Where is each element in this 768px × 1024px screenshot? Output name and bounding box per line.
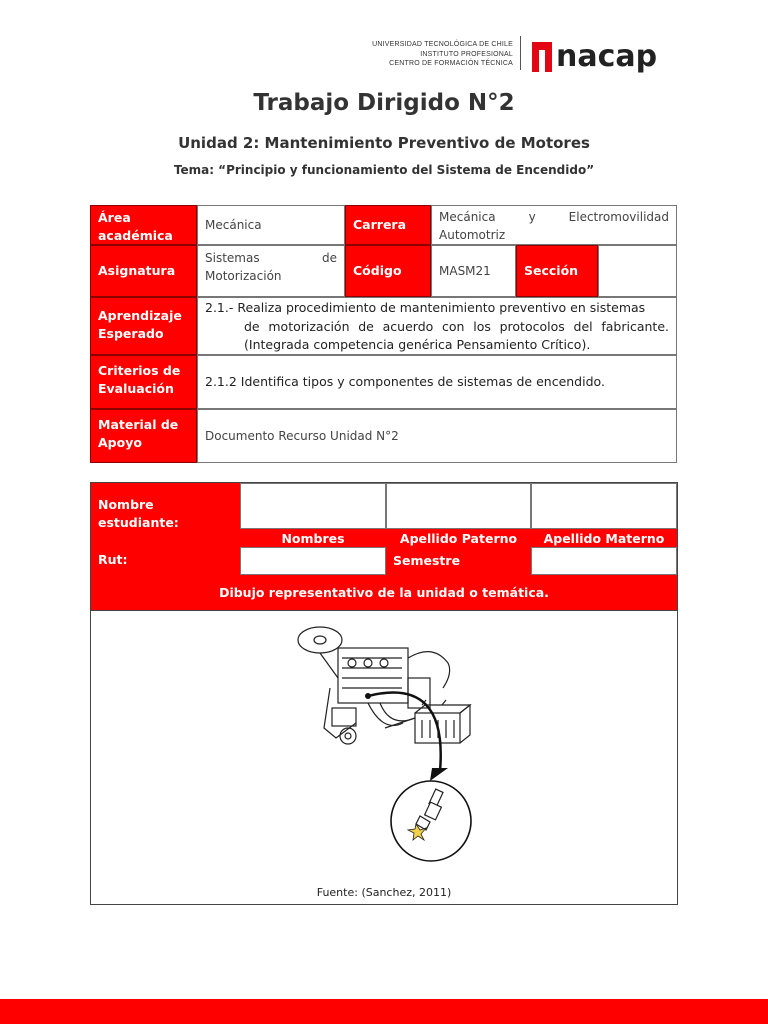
semestre-label: Semestre [386, 547, 531, 575]
theme-title: Tema: “Principio y funcionamiento del Sistema de Encendido” [173, 163, 595, 177]
codigo-label: Código [345, 245, 431, 297]
asignatura-value-text: Sistemas de Motorización [205, 251, 337, 283]
seccion-label: Sección [516, 245, 598, 297]
criterios-value: 2.1.2 Identifica tipos y componentes de sistemas de encendido. [197, 355, 677, 409]
asignatura-value [197, 245, 345, 297]
aprendizaje-line-3: (Integrada competencia genérica Pensamiento Crítico). [244, 337, 591, 352]
logo-mark-icon [532, 42, 552, 72]
seccion-value[interactable] [598, 245, 677, 297]
aprendizaje-line-1: 2.1.- Realiza procedimiento de mantenimiento preventivo en sistemas [205, 300, 646, 315]
area-value: Mecánica [197, 205, 345, 245]
institution-lines [372, 40, 513, 69]
semestre-input[interactable] [531, 547, 677, 575]
institution-line-1: UNIVERSIDAD TECNOLÓGICA DE CHILE [372, 41, 513, 48]
ignition-system-illustration [290, 618, 480, 868]
rut-label: Rut: [91, 547, 240, 575]
nombres-input[interactable] [240, 483, 386, 529]
logo-divider [520, 36, 521, 70]
criterios-label: Criterios de Evaluación [90, 355, 197, 409]
apellido-materno-input[interactable] [531, 483, 677, 529]
institution-line-2: INSTITUTO PROFESIONAL [420, 50, 513, 58]
nombres-header: Nombres [240, 529, 386, 547]
apellido-materno-header: Apellido Materno [531, 529, 677, 547]
institution-line-3: CENTRO DE FORMACIÓN TÉCNICA [389, 60, 513, 67]
inacap-logo [532, 38, 657, 76]
apellido-paterno-header: Apellido Paterno [386, 529, 531, 547]
unit-title: Unidad 2: Mantenimiento Preventivo de Motores [178, 134, 590, 152]
asignatura-label: Asignatura [90, 245, 197, 297]
carrera-label: Carrera [345, 205, 431, 245]
codigo-value: MASM21 [431, 245, 516, 297]
material-value: Documento Recurso Unidad N°2 [197, 409, 677, 463]
carrera-value [431, 205, 677, 245]
aprendizaje-line-2: de motorización de acuerdo con los protocolos del fabricante. [244, 318, 669, 334]
material-label: Material de Apoyo [90, 409, 197, 463]
nombre-label: Nombre estudiante: [91, 483, 240, 547]
apellido-paterno-input[interactable] [386, 483, 531, 529]
area-label: Área académica [90, 205, 197, 245]
page-title: Trabajo Dirigido N°2 [253, 90, 515, 116]
rut-input[interactable] [240, 547, 386, 575]
logo-text: nacap [556, 39, 658, 74]
carrera-value-text: Mecánica y Electromovilidad Automotriz [439, 210, 669, 242]
aprendizaje-label: Aprendizaje Esperado [90, 297, 197, 355]
aprendizaje-value [197, 297, 677, 355]
drawing-divider [91, 610, 677, 611]
figure-caption: Fuente: (Sanchez, 2011) [316, 886, 452, 899]
footer-bar [0, 999, 768, 1024]
drawing-header: Dibujo representativo de la unidad o temática. [91, 575, 677, 610]
